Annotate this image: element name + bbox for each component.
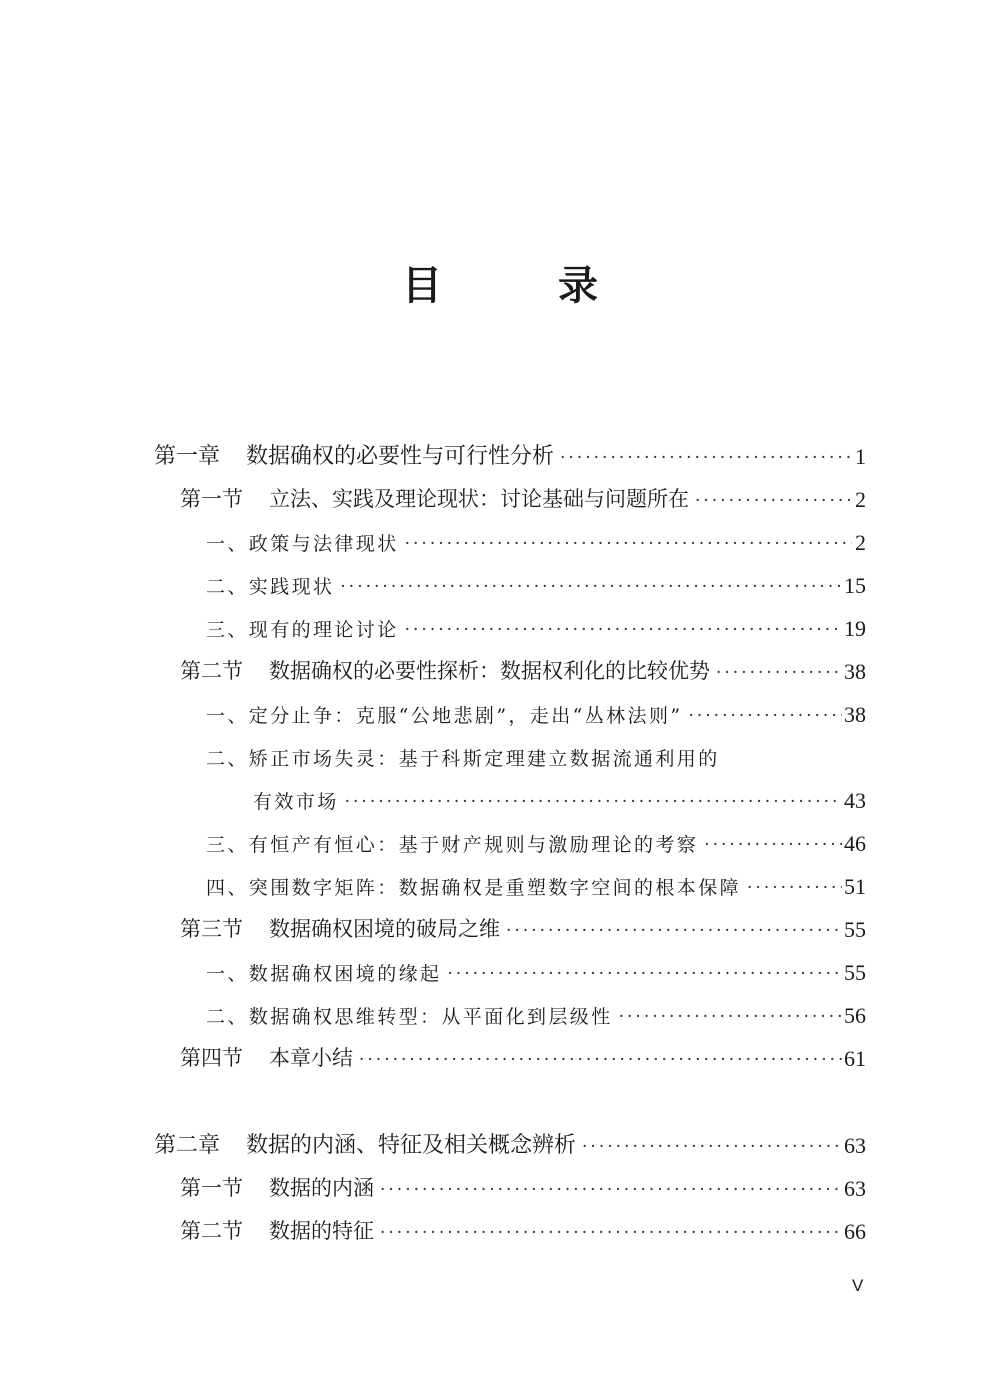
page-number: 1	[855, 444, 866, 469]
item-title: 二、矫正市场失灵：基于科斯定理建立数据流通利用的	[206, 748, 720, 770]
page-number: 63	[844, 1176, 866, 1201]
toc-item-1-2-2[interactable]	[206, 737, 866, 771]
item-title-continued: 有效市场	[253, 791, 339, 813]
toc-item-1-2-4[interactable]	[206, 866, 866, 900]
toc-section-1-1[interactable]	[180, 479, 866, 513]
page-number: 38	[844, 659, 866, 684]
dot-leader	[704, 835, 842, 855]
toc-item-1-1-1[interactable]	[206, 522, 866, 556]
page-number: 2	[855, 530, 866, 555]
dot-leader	[619, 1007, 842, 1027]
toc-item-1-2-1[interactable]	[206, 694, 866, 728]
toc-item-1-2-3[interactable]	[206, 823, 866, 857]
dot-leader	[405, 620, 842, 640]
toc-section-2-1[interactable]	[180, 1168, 866, 1202]
page-number: 51	[844, 874, 866, 899]
item-title: 三、有恒产有恒心：基于财产规则与激励理论的考察	[206, 834, 699, 856]
page-number: 66	[844, 1219, 866, 1244]
dot-leader	[582, 1137, 842, 1157]
toc-item-1-3-2[interactable]	[206, 995, 866, 1029]
dot-leader	[380, 1223, 842, 1243]
dot-leader	[560, 448, 852, 468]
dot-leader	[747, 878, 842, 898]
section-title: 立法、实践及理论现状：讨论基础与问题所在	[269, 487, 689, 511]
toc-chapter-2[interactable]	[154, 1125, 866, 1159]
dot-leader	[345, 792, 842, 812]
item-title: 一、定分止争：克服“公地悲剧”，走出“丛林法则”	[206, 705, 683, 727]
dot-leader	[380, 1180, 842, 1200]
toc-item-1-3-1[interactable]	[206, 952, 866, 986]
toc-item-1-1-2[interactable]	[206, 565, 866, 599]
dot-leader	[447, 964, 842, 984]
item-title: 一、数据确权困境的缘起	[206, 963, 442, 985]
section-title: 数据确权的必要性探析：数据权利化的比较优势	[269, 659, 710, 683]
toc-item-1-2-2-continued[interactable]	[253, 780, 866, 814]
toc-section-2-2[interactable]	[180, 1211, 866, 1245]
chapter-number: 第二章	[154, 1133, 221, 1158]
page-number: 61	[844, 1046, 866, 1071]
chapter-title: 数据确权的必要性与可行性分析	[246, 444, 555, 469]
dot-leader	[359, 1050, 842, 1070]
section-number: 第二节	[180, 659, 243, 683]
page-number: 19	[844, 616, 866, 641]
section-number: 第一节	[180, 487, 243, 511]
page-number: 2	[855, 487, 866, 512]
item-title: 二、实践现状	[206, 576, 335, 598]
page-number: 55	[844, 917, 866, 942]
item-title: 二、数据确权思维转型：从平面化到层级性	[206, 1006, 613, 1028]
page-number: 38	[844, 702, 866, 727]
page-number: 63	[844, 1133, 866, 1158]
section-number: 第二节	[180, 1219, 243, 1243]
toc-item-1-1-3[interactable]	[206, 608, 866, 642]
page-title: 目 录	[402, 263, 636, 309]
page-number: 46	[844, 831, 866, 856]
toc-section-1-2[interactable]	[180, 651, 866, 685]
dot-leader	[506, 921, 842, 941]
dot-leader	[688, 706, 842, 726]
section-number: 第四节	[180, 1046, 243, 1070]
page-number: 56	[844, 1003, 866, 1028]
page-number: 43	[844, 788, 866, 813]
item-title: 三、现有的理论讨论	[206, 619, 399, 641]
page-number: 15	[844, 573, 866, 598]
dot-leader	[716, 663, 842, 683]
page-folio: V	[852, 1276, 864, 1295]
chapter-number: 第一章	[154, 444, 221, 469]
toc-section-1-4[interactable]	[180, 1038, 866, 1072]
section-title: 本章小结	[269, 1046, 353, 1070]
toc-section-1-3[interactable]	[180, 909, 866, 943]
chapter-title: 数据的内涵、特征及相关概念辨析	[246, 1133, 577, 1158]
toc-chapter-1[interactable]	[154, 436, 866, 470]
dot-leader	[695, 491, 852, 511]
section-title: 数据确权困境的破局之维	[269, 917, 500, 941]
section-number: 第三节	[180, 917, 243, 941]
dot-leader	[405, 534, 852, 554]
page-number: 55	[844, 960, 866, 985]
section-number: 第一节	[180, 1176, 243, 1200]
dot-leader	[340, 577, 842, 597]
section-title: 数据的内涵	[269, 1176, 374, 1200]
item-title: 四、突围数字矩阵：数据确权是重塑数字空间的根本保障	[206, 877, 742, 899]
item-title: 一、政策与法律现状	[206, 533, 399, 555]
section-title: 数据的特征	[269, 1219, 374, 1243]
